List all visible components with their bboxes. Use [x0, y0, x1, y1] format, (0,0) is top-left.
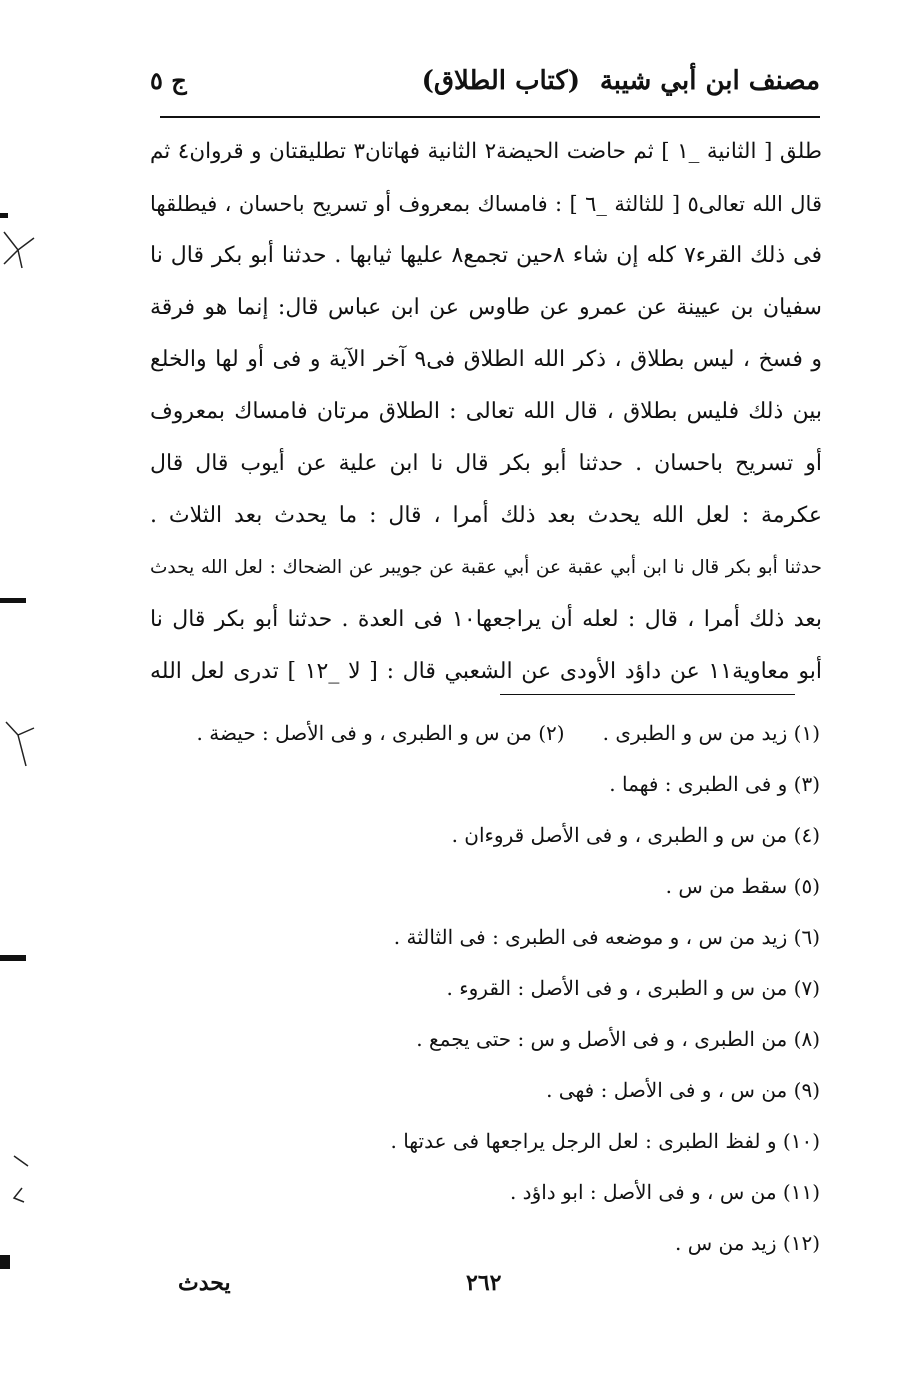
- text-line: طلق [ الثانية _١ ] ثم حاضت الحيضة٢ الثانية فهاتان٣ تطليقتان و قروان٤ ثم: [150, 139, 822, 164]
- footnote-2: (٢) من س و الطبرى ، و فى الأصل : حيضة .: [196, 721, 565, 745]
- main-text: [150, 126, 822, 698]
- text-line: حدثنا أبو بكر قال نا ابن أبي عقبة عن أبي عقبة عن جويبر عن الضحاك : لعل الله يحدث: [150, 557, 822, 578]
- footnote-6: (٦) زيد من س ، و موضعه فى الطبرى : فى الثالثة .: [393, 925, 820, 949]
- chapter-title: (كتاب الطلاق): [421, 66, 580, 96]
- text-line: فى ذلك القرء٧ كله إن شاء ٨حين تجمع٨ عليها ثيابها . حدثنا أبو بكر قال نا: [150, 243, 822, 268]
- footnote-3: (٣) و فى الطبرى : فهما .: [609, 772, 820, 796]
- footnote-rule: [500, 694, 795, 695]
- header-rule: [160, 116, 820, 118]
- text-line: قال الله تعالى٥ [ للثالثة _٦ ] : فامساك بمعروف أو تسريح باحسان ، فيطلقها: [150, 192, 822, 216]
- catchword: يحدث: [178, 1270, 231, 1296]
- footnote-5: (٥) سقط من س .: [665, 874, 820, 898]
- footnote-4: (٤) من س و الطبرى ، و فى الأصل قروءان .: [451, 823, 820, 847]
- footnote-8: (٨) من الطبرى ، و فى الأصل و س : حتى يجمع .: [416, 1027, 820, 1051]
- footnotes: [150, 708, 822, 1269]
- text-line: بين ذلك فليس بطلاق ، قال الله تعالى : الطلاق مرتان فامساك بمعروف: [150, 399, 822, 424]
- volume-number: ج ٥: [150, 66, 187, 95]
- running-header: [150, 66, 820, 112]
- text-line: سفيان بن عيينة عن عمرو عن طاوس عن ابن عباس قال: إنما هو فرقة: [150, 295, 822, 320]
- footnote-11: (١١) من س ، و فى الأصل : ابو داؤد .: [509, 1180, 820, 1204]
- book-title: مصنف ابن أبي شيبة: [599, 66, 820, 96]
- page-number: ٢٦٢: [466, 1270, 502, 1296]
- text-line: و فسخ ، ليس بطلاق ، ذكر الله الطلاق فى٩ آخر الآية و فى أو لها والخلع: [150, 347, 822, 372]
- footnote-10: (١٠) و لفظ الطبرى : لعل الرجل يراجعها فى عدتها .: [390, 1129, 820, 1153]
- text-line: بعد ذلك أمرا ، قال : لعله أن يراجعها١٠ فى العدة . حدثنا أبو بكر قال نا: [150, 607, 822, 632]
- footnote-7: (٧) من س و الطبرى ، و فى الأصل : القروء .: [446, 976, 820, 1000]
- text-line: أبو معاوية١١ عن داؤد الأودى عن الشعبي قال : [ لا _١٢ ] تدرى لعل الله: [150, 659, 822, 684]
- text-line: عكرمة : لعل الله يحدث بعد ذلك أمرا ، قال : ما يحدث بعد الثلاث .: [150, 503, 822, 528]
- footnote-9: (٩) من س ، و فى الأصل : فهى .: [546, 1078, 820, 1102]
- scan-margin-marks: [0, 0, 40, 1385]
- footnote-12: (١٢) زيد من س .: [675, 1231, 820, 1255]
- text-line: أو تسريح باحسان . حدثنا أبو بكر قال نا ابن علية عن أيوب قال قال: [150, 451, 822, 476]
- footnote-1: (١) زيد من س و الطبرى .: [602, 721, 820, 745]
- footnote-row: [150, 708, 822, 759]
